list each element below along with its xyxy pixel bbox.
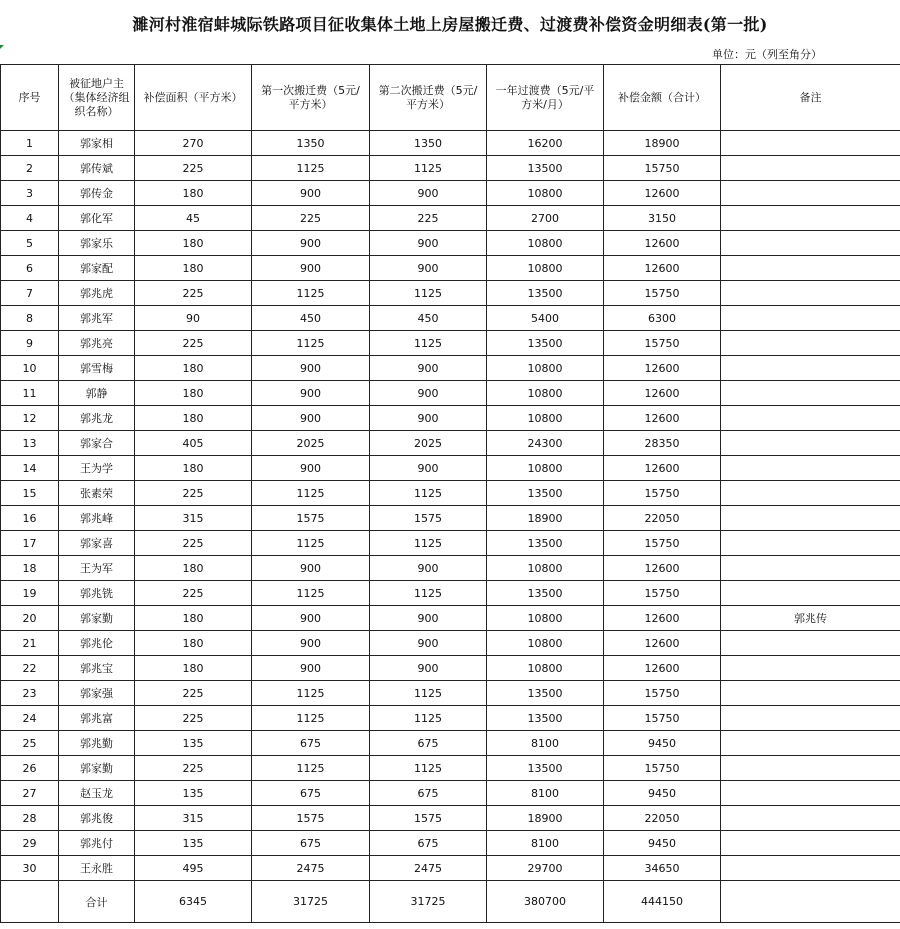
cell-total: 9450 bbox=[604, 731, 721, 756]
header-seq: 序号 bbox=[1, 65, 59, 131]
cell-area: 180 bbox=[135, 656, 252, 681]
cell-owner: 郭家配 bbox=[59, 256, 135, 281]
table-row bbox=[1, 681, 900, 706]
cell-transition: 16200 bbox=[487, 131, 604, 156]
table-row bbox=[1, 731, 900, 756]
cell-area: 225 bbox=[135, 681, 252, 706]
cell-seq: 11 bbox=[1, 381, 59, 406]
cell-owner: 郭兆龙 bbox=[59, 406, 135, 431]
cell-move1: 675 bbox=[252, 731, 370, 756]
cell-owner: 郭家合 bbox=[59, 431, 135, 456]
cell-move2: 1125 bbox=[370, 281, 487, 306]
cell-total: 15750 bbox=[604, 681, 721, 706]
cell-total: 22050 bbox=[604, 506, 721, 531]
cell-move2: 2475 bbox=[370, 856, 487, 881]
cell-move1: 2025 bbox=[252, 431, 370, 456]
cell-move2: 675 bbox=[370, 731, 487, 756]
cell-total: 15750 bbox=[604, 756, 721, 781]
cell-seq: 9 bbox=[1, 331, 59, 356]
cell-owner: 郭化军 bbox=[59, 206, 135, 231]
cell-transition: 2700 bbox=[487, 206, 604, 231]
cell-corner-marker bbox=[0, 45, 4, 49]
cell-seq: 24 bbox=[1, 706, 59, 731]
table-row bbox=[1, 581, 900, 606]
cell-remark bbox=[721, 831, 900, 856]
cell-area: 180 bbox=[135, 181, 252, 206]
cell-area: 495 bbox=[135, 856, 252, 881]
cell-move1: 1125 bbox=[252, 531, 370, 556]
table-row bbox=[1, 856, 900, 881]
table-row bbox=[1, 256, 900, 281]
cell-remark bbox=[721, 256, 900, 281]
cell-seq: 30 bbox=[1, 856, 59, 881]
cell-move2: 2025 bbox=[370, 431, 487, 456]
cell-owner: 郭家乐 bbox=[59, 231, 135, 256]
cell-transition: 13500 bbox=[487, 281, 604, 306]
cell-transition: 13500 bbox=[487, 531, 604, 556]
table-row bbox=[1, 831, 900, 856]
table-row bbox=[1, 456, 900, 481]
cell-total: 12600 bbox=[604, 181, 721, 206]
cell-total: 12600 bbox=[604, 381, 721, 406]
cell-remark: 郭兆传 bbox=[721, 606, 900, 631]
cell-move2: 900 bbox=[370, 181, 487, 206]
cell-move2: 1125 bbox=[370, 581, 487, 606]
header-row bbox=[1, 65, 900, 131]
cell-area: 180 bbox=[135, 631, 252, 656]
cell-seq: 15 bbox=[1, 481, 59, 506]
cell-total: 15750 bbox=[604, 481, 721, 506]
cell-area: 225 bbox=[135, 331, 252, 356]
cell-move1: 900 bbox=[252, 356, 370, 381]
cell-seq: 4 bbox=[1, 206, 59, 231]
cell-owner: 郭兆富 bbox=[59, 706, 135, 731]
cell-total: 3150 bbox=[604, 206, 721, 231]
table-row bbox=[1, 556, 900, 581]
cell-move1: 225 bbox=[252, 206, 370, 231]
cell-total: 28350 bbox=[604, 431, 721, 456]
cell-seq: 27 bbox=[1, 781, 59, 806]
table-row bbox=[1, 481, 900, 506]
table-row bbox=[1, 206, 900, 231]
cell-area: 180 bbox=[135, 556, 252, 581]
cell-move1: 900 bbox=[252, 606, 370, 631]
table-row bbox=[1, 131, 900, 156]
cell-transition: 8100 bbox=[487, 831, 604, 856]
cell-move2: 1350 bbox=[370, 131, 487, 156]
cell-seq: 6 bbox=[1, 256, 59, 281]
cell-move1: 1350 bbox=[252, 131, 370, 156]
cell-remark bbox=[721, 556, 900, 581]
cell-seq: 8 bbox=[1, 306, 59, 331]
table-row bbox=[1, 781, 900, 806]
table-row bbox=[1, 306, 900, 331]
cell-transition: 10800 bbox=[487, 456, 604, 481]
table-row bbox=[1, 156, 900, 181]
cell-remark bbox=[721, 331, 900, 356]
cell-area: 225 bbox=[135, 531, 252, 556]
cell-transition: 10800 bbox=[487, 381, 604, 406]
cell-owner: 郭家勤 bbox=[59, 606, 135, 631]
cell-transition: 13500 bbox=[487, 156, 604, 181]
table-row bbox=[1, 356, 900, 381]
cell-move2: 1125 bbox=[370, 756, 487, 781]
header-transition-label: 一年过渡费（5元/平方米/月） bbox=[495, 83, 595, 111]
cell-owner: 郭兆勤 bbox=[59, 731, 135, 756]
cell-total: 34650 bbox=[604, 856, 721, 881]
total-row bbox=[1, 881, 900, 923]
table-row bbox=[1, 331, 900, 356]
cell-transition: 13500 bbox=[487, 581, 604, 606]
cell-remark bbox=[721, 581, 900, 606]
cell-owner: 王永胜 bbox=[59, 856, 135, 881]
cell-seq: 25 bbox=[1, 731, 59, 756]
table-row bbox=[1, 181, 900, 206]
header-transition bbox=[487, 65, 604, 131]
cell-owner: 郭兆俊 bbox=[59, 806, 135, 831]
cell-move1: 900 bbox=[252, 181, 370, 206]
cell-move1: 675 bbox=[252, 781, 370, 806]
cell-remark bbox=[721, 531, 900, 556]
cell-owner: 张素荣 bbox=[59, 481, 135, 506]
total-cell-total: 444150 bbox=[604, 881, 721, 923]
cell-total: 12600 bbox=[604, 606, 721, 631]
cell-seq: 29 bbox=[1, 831, 59, 856]
cell-remark bbox=[721, 806, 900, 831]
table-row bbox=[1, 806, 900, 831]
cell-total: 12600 bbox=[604, 656, 721, 681]
cell-area: 225 bbox=[135, 481, 252, 506]
header-total: 补偿金额（合计） bbox=[604, 65, 721, 131]
cell-seq: 1 bbox=[1, 131, 59, 156]
cell-area: 270 bbox=[135, 131, 252, 156]
cell-owner: 郭兆军 bbox=[59, 306, 135, 331]
table-body bbox=[1, 131, 900, 923]
cell-move2: 1125 bbox=[370, 156, 487, 181]
cell-total: 12600 bbox=[604, 356, 721, 381]
cell-transition: 10800 bbox=[487, 181, 604, 206]
cell-remark bbox=[721, 156, 900, 181]
cell-total: 15750 bbox=[604, 531, 721, 556]
cell-remark bbox=[721, 856, 900, 881]
cell-owner: 赵玉龙 bbox=[59, 781, 135, 806]
cell-move1: 2475 bbox=[252, 856, 370, 881]
cell-move2: 900 bbox=[370, 256, 487, 281]
cell-total: 15750 bbox=[604, 331, 721, 356]
cell-area: 225 bbox=[135, 581, 252, 606]
total-cell-owner: 合计 bbox=[59, 881, 135, 923]
cell-area: 315 bbox=[135, 506, 252, 531]
cell-remark bbox=[721, 781, 900, 806]
cell-area: 180 bbox=[135, 256, 252, 281]
cell-transition: 13500 bbox=[487, 706, 604, 731]
cell-seq: 12 bbox=[1, 406, 59, 431]
cell-move2: 900 bbox=[370, 356, 487, 381]
table-row bbox=[1, 531, 900, 556]
cell-transition: 10800 bbox=[487, 606, 604, 631]
cell-transition: 13500 bbox=[487, 331, 604, 356]
cell-remark bbox=[721, 281, 900, 306]
header-move2 bbox=[370, 65, 487, 131]
cell-move2: 900 bbox=[370, 656, 487, 681]
cell-area: 45 bbox=[135, 206, 252, 231]
cell-move2: 1125 bbox=[370, 481, 487, 506]
cell-total: 22050 bbox=[604, 806, 721, 831]
cell-total: 12600 bbox=[604, 556, 721, 581]
table-row bbox=[1, 706, 900, 731]
cell-move2: 1575 bbox=[370, 506, 487, 531]
total-cell-move1: 31725 bbox=[252, 881, 370, 923]
cell-area: 180 bbox=[135, 381, 252, 406]
cell-owner: 郭传金 bbox=[59, 181, 135, 206]
cell-total: 6300 bbox=[604, 306, 721, 331]
header-area: 补偿面积（平方米） bbox=[135, 65, 252, 131]
cell-transition: 13500 bbox=[487, 681, 604, 706]
cell-owner: 郭兆宝 bbox=[59, 656, 135, 681]
cell-transition: 8100 bbox=[487, 781, 604, 806]
cell-area: 315 bbox=[135, 806, 252, 831]
table-row bbox=[1, 281, 900, 306]
cell-move1: 1125 bbox=[252, 481, 370, 506]
cell-area: 180 bbox=[135, 231, 252, 256]
cell-move2: 1125 bbox=[370, 706, 487, 731]
cell-move2: 900 bbox=[370, 231, 487, 256]
cell-area: 225 bbox=[135, 156, 252, 181]
cell-owner: 郭兆虎 bbox=[59, 281, 135, 306]
cell-remark bbox=[721, 456, 900, 481]
table-header bbox=[1, 65, 900, 131]
cell-seq: 19 bbox=[1, 581, 59, 606]
cell-move1: 1125 bbox=[252, 706, 370, 731]
total-cell-area: 6345 bbox=[135, 881, 252, 923]
cell-remark bbox=[721, 481, 900, 506]
cell-owner: 郭兆亮 bbox=[59, 331, 135, 356]
cell-seq: 28 bbox=[1, 806, 59, 831]
total-cell-transition: 380700 bbox=[487, 881, 604, 923]
cell-seq: 5 bbox=[1, 231, 59, 256]
cell-move1: 1575 bbox=[252, 806, 370, 831]
cell-move1: 675 bbox=[252, 831, 370, 856]
cell-transition: 10800 bbox=[487, 656, 604, 681]
cell-owner: 郭兆付 bbox=[59, 831, 135, 856]
total-cell-seq bbox=[1, 881, 59, 923]
cell-total: 12600 bbox=[604, 631, 721, 656]
cell-area: 405 bbox=[135, 431, 252, 456]
cell-owner: 郭传斌 bbox=[59, 156, 135, 181]
header-owner-label: 被征地户主（集体经济组织名称） bbox=[63, 76, 130, 118]
cell-move1: 900 bbox=[252, 381, 370, 406]
cell-transition: 13500 bbox=[487, 481, 604, 506]
header-move2-label: 第二次搬迁费（5元/平方米） bbox=[378, 83, 478, 111]
cell-owner: 郭兆峰 bbox=[59, 506, 135, 531]
cell-remark bbox=[721, 131, 900, 156]
cell-owner: 郭兆铣 bbox=[59, 581, 135, 606]
cell-transition: 10800 bbox=[487, 556, 604, 581]
cell-move2: 900 bbox=[370, 456, 487, 481]
cell-area: 180 bbox=[135, 406, 252, 431]
cell-remark bbox=[721, 231, 900, 256]
cell-area: 225 bbox=[135, 706, 252, 731]
cell-move2: 675 bbox=[370, 831, 487, 856]
cell-transition: 5400 bbox=[487, 306, 604, 331]
cell-owner: 王为学 bbox=[59, 456, 135, 481]
cell-move1: 1125 bbox=[252, 281, 370, 306]
cell-seq: 14 bbox=[1, 456, 59, 481]
cell-move2: 900 bbox=[370, 406, 487, 431]
cell-transition: 18900 bbox=[487, 806, 604, 831]
cell-seq: 13 bbox=[1, 431, 59, 456]
cell-remark bbox=[721, 756, 900, 781]
cell-owner: 王为军 bbox=[59, 556, 135, 581]
header-move1 bbox=[252, 65, 370, 131]
header-move1-label: 第一次搬迁费（5元/平方米） bbox=[261, 83, 360, 111]
cell-move2: 900 bbox=[370, 606, 487, 631]
table-row bbox=[1, 406, 900, 431]
cell-remark bbox=[721, 206, 900, 231]
cell-remark bbox=[721, 731, 900, 756]
cell-transition: 10800 bbox=[487, 256, 604, 281]
cell-total: 12600 bbox=[604, 406, 721, 431]
cell-total: 15750 bbox=[604, 706, 721, 731]
cell-move2: 1575 bbox=[370, 806, 487, 831]
cell-owner: 郭家喜 bbox=[59, 531, 135, 556]
table-row bbox=[1, 231, 900, 256]
table-row bbox=[1, 431, 900, 456]
cell-transition: 10800 bbox=[487, 231, 604, 256]
unit-note: 单位：元（列至角分） bbox=[712, 48, 822, 61]
compensation-table bbox=[0, 64, 900, 923]
table-row bbox=[1, 381, 900, 406]
cell-move2: 675 bbox=[370, 781, 487, 806]
cell-transition: 18900 bbox=[487, 506, 604, 531]
cell-seq: 2 bbox=[1, 156, 59, 181]
table-row bbox=[1, 631, 900, 656]
cell-remark bbox=[721, 656, 900, 681]
cell-total: 12600 bbox=[604, 231, 721, 256]
cell-area: 225 bbox=[135, 281, 252, 306]
table-row bbox=[1, 506, 900, 531]
cell-owner: 郭静 bbox=[59, 381, 135, 406]
cell-transition: 10800 bbox=[487, 356, 604, 381]
cell-area: 225 bbox=[135, 756, 252, 781]
cell-transition: 24300 bbox=[487, 431, 604, 456]
cell-area: 90 bbox=[135, 306, 252, 331]
cell-move1: 1125 bbox=[252, 331, 370, 356]
cell-move2: 225 bbox=[370, 206, 487, 231]
table-row bbox=[1, 606, 900, 631]
cell-move1: 900 bbox=[252, 256, 370, 281]
cell-move1: 900 bbox=[252, 631, 370, 656]
cell-owner: 郭家相 bbox=[59, 131, 135, 156]
cell-move2: 1125 bbox=[370, 681, 487, 706]
cell-seq: 21 bbox=[1, 631, 59, 656]
cell-move1: 1125 bbox=[252, 756, 370, 781]
cell-total: 9450 bbox=[604, 831, 721, 856]
cell-move2: 1125 bbox=[370, 331, 487, 356]
cell-remark bbox=[721, 381, 900, 406]
total-cell-move2: 31725 bbox=[370, 881, 487, 923]
cell-seq: 17 bbox=[1, 531, 59, 556]
cell-total: 15750 bbox=[604, 156, 721, 181]
cell-move1: 900 bbox=[252, 556, 370, 581]
cell-seq: 23 bbox=[1, 681, 59, 706]
cell-seq: 18 bbox=[1, 556, 59, 581]
cell-remark bbox=[721, 306, 900, 331]
cell-transition: 8100 bbox=[487, 731, 604, 756]
cell-move1: 900 bbox=[252, 456, 370, 481]
cell-area: 180 bbox=[135, 606, 252, 631]
table-row bbox=[1, 756, 900, 781]
page-title: 濉河村淮宿蚌城际铁路项目征收集体土地上房屋搬迁费、过渡费补偿资金明细表(第一批) bbox=[132, 14, 768, 34]
cell-seq: 3 bbox=[1, 181, 59, 206]
cell-remark bbox=[721, 506, 900, 531]
cell-total: 18900 bbox=[604, 131, 721, 156]
cell-seq: 22 bbox=[1, 656, 59, 681]
total-cell-remark bbox=[721, 881, 900, 923]
header-remark: 备注 bbox=[721, 65, 900, 131]
cell-owner: 郭家强 bbox=[59, 681, 135, 706]
cell-remark bbox=[721, 681, 900, 706]
cell-area: 135 bbox=[135, 731, 252, 756]
cell-move1: 450 bbox=[252, 306, 370, 331]
cell-transition: 29700 bbox=[487, 856, 604, 881]
cell-remark bbox=[721, 406, 900, 431]
cell-move1: 1575 bbox=[252, 506, 370, 531]
cell-area: 180 bbox=[135, 456, 252, 481]
table-row bbox=[1, 656, 900, 681]
cell-total: 12600 bbox=[604, 256, 721, 281]
cell-total: 15750 bbox=[604, 281, 721, 306]
cell-transition: 10800 bbox=[487, 406, 604, 431]
cell-area: 135 bbox=[135, 831, 252, 856]
cell-move2: 900 bbox=[370, 381, 487, 406]
cell-total: 12600 bbox=[604, 456, 721, 481]
cell-remark bbox=[721, 356, 900, 381]
cell-move1: 1125 bbox=[252, 681, 370, 706]
cell-move1: 900 bbox=[252, 656, 370, 681]
cell-total: 15750 bbox=[604, 581, 721, 606]
cell-total: 9450 bbox=[604, 781, 721, 806]
cell-move1: 1125 bbox=[252, 581, 370, 606]
cell-owner: 郭兆伦 bbox=[59, 631, 135, 656]
cell-move2: 900 bbox=[370, 631, 487, 656]
cell-move1: 900 bbox=[252, 231, 370, 256]
cell-owner: 郭雪梅 bbox=[59, 356, 135, 381]
cell-remark bbox=[721, 181, 900, 206]
cell-transition: 10800 bbox=[487, 631, 604, 656]
cell-area: 135 bbox=[135, 781, 252, 806]
cell-seq: 20 bbox=[1, 606, 59, 631]
cell-seq: 10 bbox=[1, 356, 59, 381]
cell-move2: 900 bbox=[370, 556, 487, 581]
cell-remark bbox=[721, 706, 900, 731]
cell-move2: 1125 bbox=[370, 531, 487, 556]
cell-seq: 26 bbox=[1, 756, 59, 781]
cell-seq: 16 bbox=[1, 506, 59, 531]
cell-move2: 450 bbox=[370, 306, 487, 331]
cell-move1: 900 bbox=[252, 406, 370, 431]
cell-area: 180 bbox=[135, 356, 252, 381]
header-owner bbox=[59, 65, 135, 131]
cell-move1: 1125 bbox=[252, 156, 370, 181]
cell-seq: 7 bbox=[1, 281, 59, 306]
cell-transition: 13500 bbox=[487, 756, 604, 781]
cell-remark bbox=[721, 431, 900, 456]
cell-owner: 郭家勤 bbox=[59, 756, 135, 781]
cell-remark bbox=[721, 631, 900, 656]
